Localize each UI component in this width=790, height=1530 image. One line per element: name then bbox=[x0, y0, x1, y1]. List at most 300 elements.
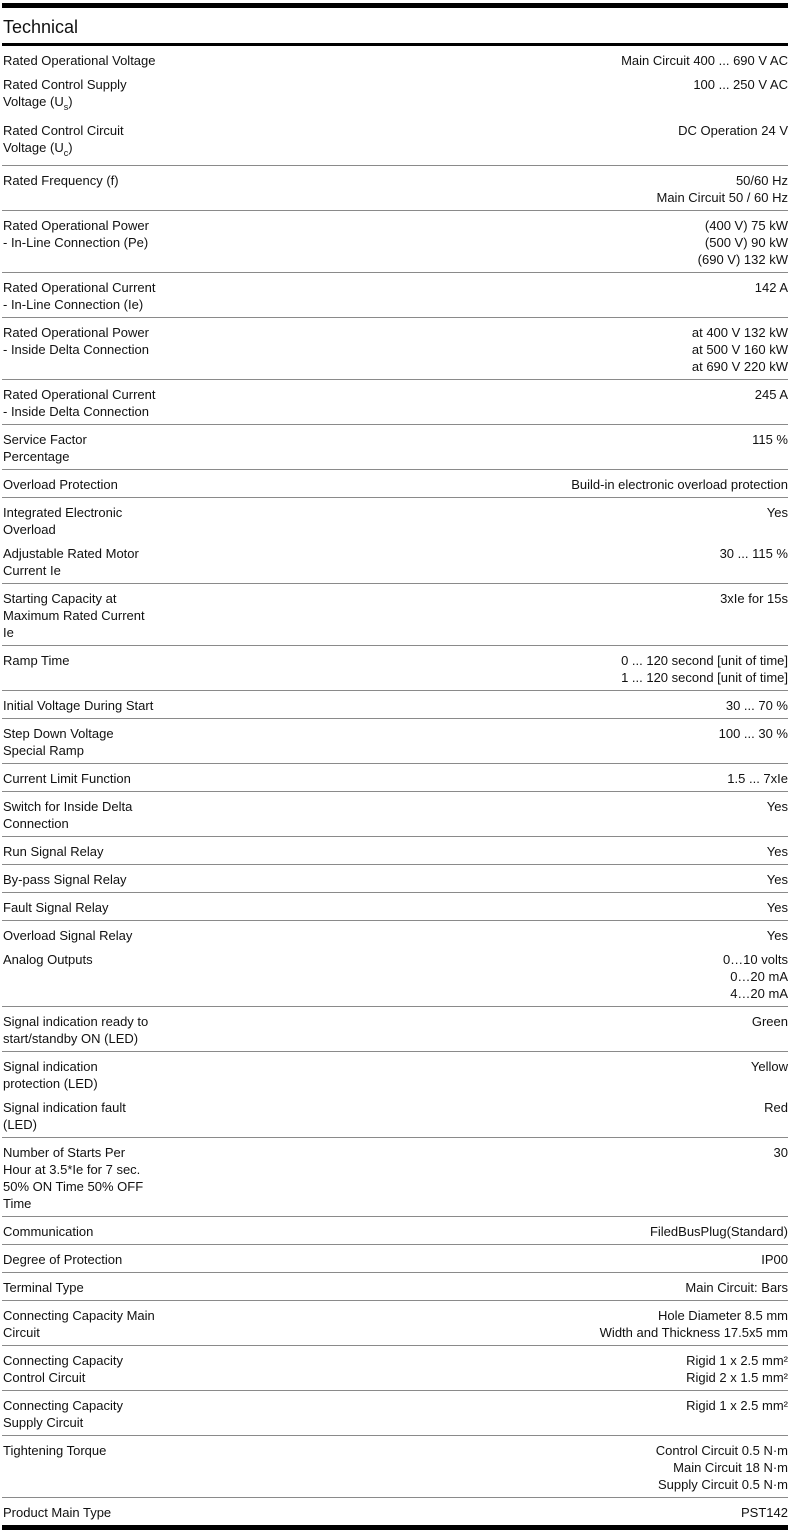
spec-label-line bbox=[3, 652, 163, 669]
spec-label bbox=[3, 1251, 163, 1268]
spec-value bbox=[767, 504, 788, 538]
spec-label-text: Overload Signal Relay bbox=[3, 928, 133, 943]
spec-row bbox=[2, 895, 788, 919]
spec-label-line bbox=[3, 624, 163, 641]
spec-group bbox=[2, 764, 788, 792]
spec-group bbox=[2, 273, 788, 318]
spec-value-line: 30 ... 115 % bbox=[719, 546, 788, 561]
spec-value bbox=[692, 324, 788, 375]
spec-label-line bbox=[3, 324, 163, 341]
spec-row bbox=[2, 72, 788, 118]
spec-value bbox=[723, 951, 788, 1002]
spec-group bbox=[2, 792, 788, 837]
spec-value bbox=[720, 545, 788, 579]
spec-label-text: - In-Line Connection (Ie) bbox=[3, 297, 144, 312]
spec-value-line: Yes bbox=[766, 928, 788, 943]
spec-label-text: Starting Capacity at bbox=[3, 591, 117, 606]
spec-label-line bbox=[3, 1504, 163, 1521]
spec-row bbox=[2, 48, 788, 72]
spec-label bbox=[3, 697, 163, 714]
spec-value-line: 30 ... 70 % bbox=[725, 698, 788, 713]
spec-group bbox=[2, 1052, 788, 1138]
spec-label-line bbox=[3, 217, 163, 234]
spec-value bbox=[727, 770, 788, 787]
spec-value-line: 3xIe for 15s bbox=[720, 591, 788, 606]
spec-label-line bbox=[3, 1099, 163, 1116]
spec-group bbox=[2, 46, 788, 166]
spec-group bbox=[2, 1498, 788, 1530]
spec-value bbox=[767, 843, 788, 860]
spec-label-line bbox=[3, 296, 163, 313]
spec-label-line bbox=[3, 1442, 163, 1459]
spec-label-text: Number of Starts Per bbox=[3, 1145, 126, 1160]
spec-label-text: 50% ON Time 50% OFF bbox=[3, 1179, 144, 1194]
spec-value-line: Green bbox=[751, 1014, 788, 1029]
spec-label bbox=[3, 770, 163, 787]
spec-value-line: (690 V) 132 kW bbox=[697, 252, 788, 267]
spec-group bbox=[2, 1217, 788, 1245]
spec-label bbox=[3, 504, 163, 538]
spec-value-line: 0…20 mA bbox=[730, 969, 788, 984]
spec-value bbox=[764, 1099, 788, 1133]
spec-label bbox=[3, 476, 163, 493]
spec-value-line: at 400 V 132 kW bbox=[691, 325, 788, 340]
spec-value bbox=[720, 590, 788, 641]
spec-value-line: 4…20 mA bbox=[730, 986, 788, 1001]
spec-label-suffix: ) bbox=[68, 140, 73, 155]
spec-label bbox=[3, 798, 163, 832]
spec-label-text: Signal indication bbox=[3, 1059, 98, 1074]
spec-label-line bbox=[3, 279, 163, 296]
spec-value-line: Width and Thickness 17.5x5 mm bbox=[599, 1325, 788, 1340]
spec-label-text: Rated Operational Voltage bbox=[3, 53, 156, 68]
spec-row bbox=[2, 382, 788, 423]
spec-label-text: Connecting Capacity Main bbox=[3, 1308, 155, 1323]
spec-value bbox=[621, 52, 788, 69]
spec-value-line: at 500 V 160 kW bbox=[691, 342, 788, 357]
spec-row bbox=[2, 1140, 788, 1215]
spec-label-line bbox=[3, 476, 163, 493]
spec-label-text: Signal indication ready to bbox=[3, 1014, 149, 1029]
spec-value-line: PST142 bbox=[741, 1505, 788, 1520]
spec-value-line: Main Circuit 18 N·m bbox=[673, 1460, 788, 1475]
spec-label-text: Fault Signal Relay bbox=[3, 900, 109, 915]
spec-group bbox=[2, 1273, 788, 1301]
spec-group bbox=[2, 893, 788, 921]
spec-label-line bbox=[3, 545, 163, 562]
spec-row bbox=[2, 168, 788, 209]
spec-value-line: Hole Diameter 8.5 mm bbox=[657, 1308, 788, 1323]
spec-label-line bbox=[3, 1251, 163, 1268]
spec-label-line bbox=[3, 172, 163, 189]
spec-row bbox=[2, 1348, 788, 1389]
spec-label-line bbox=[3, 52, 163, 69]
spec-value-line: 30 bbox=[773, 1145, 788, 1160]
spec-label-text: Ie bbox=[3, 625, 14, 640]
spec-value-line: Control Circuit 0.5 N·m bbox=[655, 1443, 788, 1458]
spec-label bbox=[3, 843, 163, 860]
spec-group bbox=[2, 837, 788, 865]
spec-label-line bbox=[3, 951, 163, 968]
spec-row bbox=[2, 1095, 788, 1136]
spec-label bbox=[3, 1099, 163, 1133]
spec-label bbox=[3, 899, 163, 916]
spec-value-line: 50/60 Hz bbox=[735, 173, 788, 188]
spec-label-line bbox=[3, 1013, 163, 1030]
spec-value-line: Build-in electronic overload protection bbox=[571, 477, 788, 492]
spec-row bbox=[2, 867, 788, 891]
spec-label bbox=[3, 1504, 163, 1521]
spec-label-line bbox=[3, 697, 163, 714]
spec-value-line: Main Circuit 400 ... 690 V AC bbox=[621, 53, 788, 68]
spec-label-text: Terminal Type bbox=[3, 1280, 84, 1295]
spec-label bbox=[3, 386, 163, 420]
spec-value bbox=[767, 899, 788, 916]
spec-label bbox=[3, 431, 163, 465]
spec-label-text: Connection bbox=[3, 816, 69, 831]
spec-value-line: 142 A bbox=[754, 280, 788, 295]
spec-value-line: 100 ... 30 % bbox=[718, 726, 788, 741]
spec-label-text: Current Limit Function bbox=[3, 771, 131, 786]
spec-label-text: By-pass Signal Relay bbox=[3, 872, 127, 887]
spec-label-text: Ramp Time bbox=[3, 653, 70, 668]
spec-label bbox=[3, 279, 163, 313]
spec-row bbox=[2, 213, 788, 271]
spec-row bbox=[2, 947, 788, 1005]
spec-row bbox=[2, 586, 788, 644]
spec-row bbox=[2, 693, 788, 717]
spec-label-text: Overload bbox=[3, 522, 56, 537]
spec-value bbox=[650, 1223, 788, 1240]
spec-value-line: Yes bbox=[766, 900, 788, 915]
spec-value-line: Yellow bbox=[750, 1059, 788, 1074]
spec-label-text: Degree of Protection bbox=[3, 1252, 123, 1267]
spec-label bbox=[3, 590, 163, 641]
spec-label-line bbox=[3, 122, 163, 139]
spec-label-text: start/standby ON (LED) bbox=[3, 1031, 139, 1046]
spec-label-text: Rated Control Supply bbox=[3, 77, 127, 92]
spec-value-line: (500 V) 90 kW bbox=[704, 235, 788, 250]
spec-label bbox=[3, 1279, 163, 1296]
spec-label-text: Rated Operational Current bbox=[3, 280, 156, 295]
spec-value-line: Main Circuit: Bars bbox=[685, 1280, 788, 1295]
spec-label-text: protection (LED) bbox=[3, 1076, 98, 1091]
spec-label bbox=[3, 1223, 163, 1240]
spec-label bbox=[3, 76, 163, 115]
spec-label-text: Analog Outputs bbox=[3, 952, 93, 967]
spec-value-line: 115 % bbox=[752, 432, 788, 447]
spec-label-text: Current Ie bbox=[3, 563, 61, 578]
spec-label bbox=[3, 1352, 163, 1386]
spec-label-line bbox=[3, 1178, 163, 1195]
spec-value-line: Main Circuit 50 / 60 Hz bbox=[656, 190, 788, 205]
spec-label-text: Product Main Type bbox=[3, 1505, 112, 1520]
spec-row bbox=[2, 1247, 788, 1271]
spec-label-text: Integrated Electronic bbox=[3, 505, 123, 520]
spec-value bbox=[767, 798, 788, 832]
spec-label-line bbox=[3, 899, 163, 916]
spec-value bbox=[774, 1144, 788, 1212]
spec-label-text: Tightening Torque bbox=[3, 1443, 107, 1458]
spec-label-line bbox=[3, 93, 163, 115]
spec-label-text: Rated Control Circuit bbox=[3, 123, 124, 138]
spec-label-text: Maximum Rated Current bbox=[3, 608, 145, 623]
spec-label-text: Switch for Inside Delta bbox=[3, 799, 133, 814]
spec-group bbox=[2, 1245, 788, 1273]
spec-group bbox=[2, 584, 788, 646]
spec-value-line: (400 V) 75 kW bbox=[704, 218, 788, 233]
spec-label-line bbox=[3, 521, 163, 538]
spec-row bbox=[2, 721, 788, 762]
spec-group bbox=[2, 1346, 788, 1391]
section-title: Technical bbox=[2, 8, 788, 46]
spec-label bbox=[3, 122, 163, 161]
spec-value-line: 100 ... 250 V AC bbox=[693, 77, 788, 92]
spec-label-line bbox=[3, 1414, 163, 1431]
spec-label bbox=[3, 52, 163, 69]
spec-label-text: - Inside Delta Connection bbox=[3, 342, 149, 357]
spec-value bbox=[657, 172, 789, 206]
spec-label-line bbox=[3, 139, 163, 161]
spec-label-line bbox=[3, 562, 163, 579]
spec-value bbox=[600, 1307, 788, 1341]
spec-label bbox=[3, 725, 163, 759]
spec-label-line bbox=[3, 1352, 163, 1369]
spec-group bbox=[2, 380, 788, 425]
spec-value bbox=[571, 476, 788, 493]
spec-group bbox=[2, 1436, 788, 1498]
spec-row bbox=[2, 1275, 788, 1299]
spec-group bbox=[2, 865, 788, 893]
spec-label bbox=[3, 545, 163, 579]
spec-value bbox=[767, 871, 788, 888]
spec-label-text: Hour at 3.5*Ie for 7 sec. bbox=[3, 1162, 141, 1177]
spec-value bbox=[752, 431, 788, 465]
spec-label-line bbox=[3, 76, 163, 93]
spec-value bbox=[698, 217, 788, 268]
spec-label-text: Control Circuit bbox=[3, 1370, 86, 1385]
spec-label-line bbox=[3, 1397, 163, 1414]
spec-value bbox=[751, 1058, 788, 1092]
spec-value bbox=[678, 122, 788, 161]
spec-label-line bbox=[3, 843, 163, 860]
spec-label bbox=[3, 324, 163, 375]
spec-value bbox=[621, 652, 788, 686]
spec-label bbox=[3, 652, 163, 686]
spec-value-line: at 690 V 220 kW bbox=[691, 359, 788, 374]
spec-label-line bbox=[3, 1279, 163, 1296]
spec-group bbox=[2, 1391, 788, 1436]
spec-label-line bbox=[3, 1195, 163, 1212]
spec-label-line bbox=[3, 1030, 163, 1047]
spec-group bbox=[2, 1301, 788, 1346]
spec-label bbox=[3, 1307, 163, 1341]
spec-group bbox=[2, 470, 788, 498]
spec-label bbox=[3, 927, 163, 944]
spec-group bbox=[2, 166, 788, 211]
spec-label-text: - In-Line Connection (Pe) bbox=[3, 235, 149, 250]
spec-row bbox=[2, 1500, 788, 1524]
spec-label-text: Rated Frequency (f) bbox=[3, 173, 119, 188]
spec-label-line bbox=[3, 927, 163, 944]
spec-label-text: Rated Operational Power bbox=[3, 218, 149, 233]
spec-label bbox=[3, 1144, 163, 1212]
spec-label-text: Communication bbox=[3, 1224, 94, 1239]
spec-value bbox=[755, 386, 788, 420]
spec-label-subscript: s bbox=[63, 102, 69, 112]
spec-label-text: Rated Operational Current bbox=[3, 387, 156, 402]
spec-label bbox=[3, 172, 163, 206]
spec-table bbox=[2, 46, 788, 1530]
spec-value bbox=[685, 1279, 788, 1296]
spec-group bbox=[2, 646, 788, 691]
spec-value-line: Yes bbox=[766, 872, 788, 887]
spec-value bbox=[767, 927, 788, 944]
spec-value-line: Rigid 1 x 2.5 mm² bbox=[686, 1353, 788, 1368]
spec-label bbox=[3, 1058, 163, 1092]
spec-value-line: 0 ... 120 second [unit of time] bbox=[621, 653, 788, 668]
spec-label-text: (LED) bbox=[3, 1117, 37, 1132]
spec-label-text: Adjustable Rated Motor bbox=[3, 546, 139, 561]
technical-spec-sheet bbox=[2, 3, 788, 1530]
spec-label bbox=[3, 217, 163, 268]
spec-value-line: Supply Circuit 0.5 N·m bbox=[657, 1477, 788, 1492]
spec-value-line: Rigid 2 x 1.5 mm² bbox=[686, 1370, 788, 1385]
spec-label-text: Circuit bbox=[3, 1325, 40, 1340]
spec-label-line bbox=[3, 1116, 163, 1133]
spec-group bbox=[2, 921, 788, 1007]
spec-label-line bbox=[3, 815, 163, 832]
spec-row bbox=[2, 1393, 788, 1434]
spec-label-text: Supply Circuit bbox=[3, 1415, 84, 1430]
spec-label-line bbox=[3, 1307, 163, 1324]
spec-label-line bbox=[3, 1369, 163, 1386]
spec-value-line: 1.5 ... 7xIe bbox=[727, 771, 788, 786]
spec-label bbox=[3, 871, 163, 888]
spec-row bbox=[2, 320, 788, 378]
spec-label-line bbox=[3, 504, 163, 521]
spec-label-line bbox=[3, 607, 163, 624]
spec-label-line bbox=[3, 1075, 163, 1092]
spec-row bbox=[2, 1219, 788, 1243]
spec-label-subscript: c bbox=[63, 148, 69, 158]
spec-value bbox=[726, 697, 788, 714]
spec-label-line bbox=[3, 1223, 163, 1240]
spec-group bbox=[2, 1007, 788, 1052]
spec-label-text: Connecting Capacity bbox=[3, 1398, 123, 1413]
spec-value bbox=[656, 1442, 788, 1493]
spec-label-text: Step Down Voltage bbox=[3, 726, 114, 741]
spec-group bbox=[2, 719, 788, 764]
spec-value-line: FiledBusPlug(Standard) bbox=[649, 1224, 788, 1239]
spec-label-line bbox=[3, 431, 163, 448]
spec-value bbox=[719, 725, 788, 759]
spec-label-line bbox=[3, 1324, 163, 1341]
spec-label-line bbox=[3, 386, 163, 403]
spec-value-line: 0…10 volts bbox=[722, 952, 788, 967]
spec-label-text: Signal indication fault bbox=[3, 1100, 126, 1115]
spec-label bbox=[3, 1013, 163, 1047]
spec-row bbox=[2, 839, 788, 863]
spec-row bbox=[2, 275, 788, 316]
spec-label bbox=[3, 1442, 163, 1493]
spec-label bbox=[3, 1397, 163, 1431]
spec-label-line bbox=[3, 590, 163, 607]
spec-label-text: Voltage (U bbox=[3, 94, 64, 109]
spec-value-line: IP00 bbox=[761, 1252, 788, 1267]
spec-row bbox=[2, 794, 788, 835]
spec-value-line: Yes bbox=[766, 799, 788, 814]
spec-value bbox=[752, 1013, 788, 1047]
spec-value-line: Yes bbox=[766, 505, 788, 520]
spec-label-text: Overload Protection bbox=[3, 477, 118, 492]
spec-value bbox=[686, 1352, 788, 1386]
spec-label bbox=[3, 951, 163, 1002]
spec-row bbox=[2, 1009, 788, 1050]
spec-row bbox=[2, 500, 788, 541]
spec-label-text: Special Ramp bbox=[3, 743, 84, 758]
spec-group bbox=[2, 211, 788, 273]
spec-row bbox=[2, 923, 788, 947]
spec-row bbox=[2, 427, 788, 468]
spec-label-text: Initial Voltage During Start bbox=[3, 698, 154, 713]
spec-label-line bbox=[3, 725, 163, 742]
spec-label-text: Service Factor bbox=[3, 432, 87, 447]
spec-label-line bbox=[3, 770, 163, 787]
spec-row bbox=[2, 541, 788, 582]
spec-label-text: - Inside Delta Connection bbox=[3, 404, 149, 419]
spec-label-text: Run Signal Relay bbox=[3, 844, 104, 859]
spec-label-line bbox=[3, 798, 163, 815]
spec-value-line: 245 A bbox=[754, 387, 788, 402]
spec-row bbox=[2, 766, 788, 790]
spec-label-line bbox=[3, 341, 163, 358]
spec-label-line bbox=[3, 448, 163, 465]
spec-group bbox=[2, 691, 788, 719]
spec-value bbox=[755, 279, 788, 313]
spec-value bbox=[693, 76, 788, 115]
spec-row bbox=[2, 472, 788, 496]
spec-label-line bbox=[3, 1058, 163, 1075]
spec-label-text: Connecting Capacity bbox=[3, 1353, 123, 1368]
spec-label-line bbox=[3, 234, 163, 251]
spec-group bbox=[2, 318, 788, 380]
spec-label-text: Voltage (U bbox=[3, 140, 64, 155]
spec-group bbox=[2, 498, 788, 584]
spec-row bbox=[2, 1054, 788, 1095]
spec-value-line: Rigid 1 x 2.5 mm² bbox=[686, 1398, 788, 1413]
spec-group bbox=[2, 425, 788, 470]
spec-label-line bbox=[3, 403, 163, 420]
spec-row bbox=[2, 118, 788, 164]
spec-value bbox=[741, 1504, 788, 1521]
spec-label-text: Percentage bbox=[3, 449, 70, 464]
spec-label-line bbox=[3, 871, 163, 888]
spec-group bbox=[2, 1138, 788, 1217]
spec-row bbox=[2, 1303, 788, 1344]
spec-value-line: 1 ... 120 second [unit of time] bbox=[621, 670, 788, 685]
spec-label-line bbox=[3, 1144, 163, 1161]
spec-value bbox=[686, 1397, 788, 1431]
spec-value-line: Yes bbox=[766, 844, 788, 859]
spec-value-line: DC Operation 24 V bbox=[678, 123, 788, 138]
spec-value-line: Red bbox=[764, 1100, 788, 1115]
spec-label-suffix: ) bbox=[68, 94, 73, 109]
spec-value bbox=[761, 1251, 788, 1268]
spec-row bbox=[2, 648, 788, 689]
spec-label-line bbox=[3, 742, 163, 759]
spec-label-text: Time bbox=[3, 1196, 32, 1211]
